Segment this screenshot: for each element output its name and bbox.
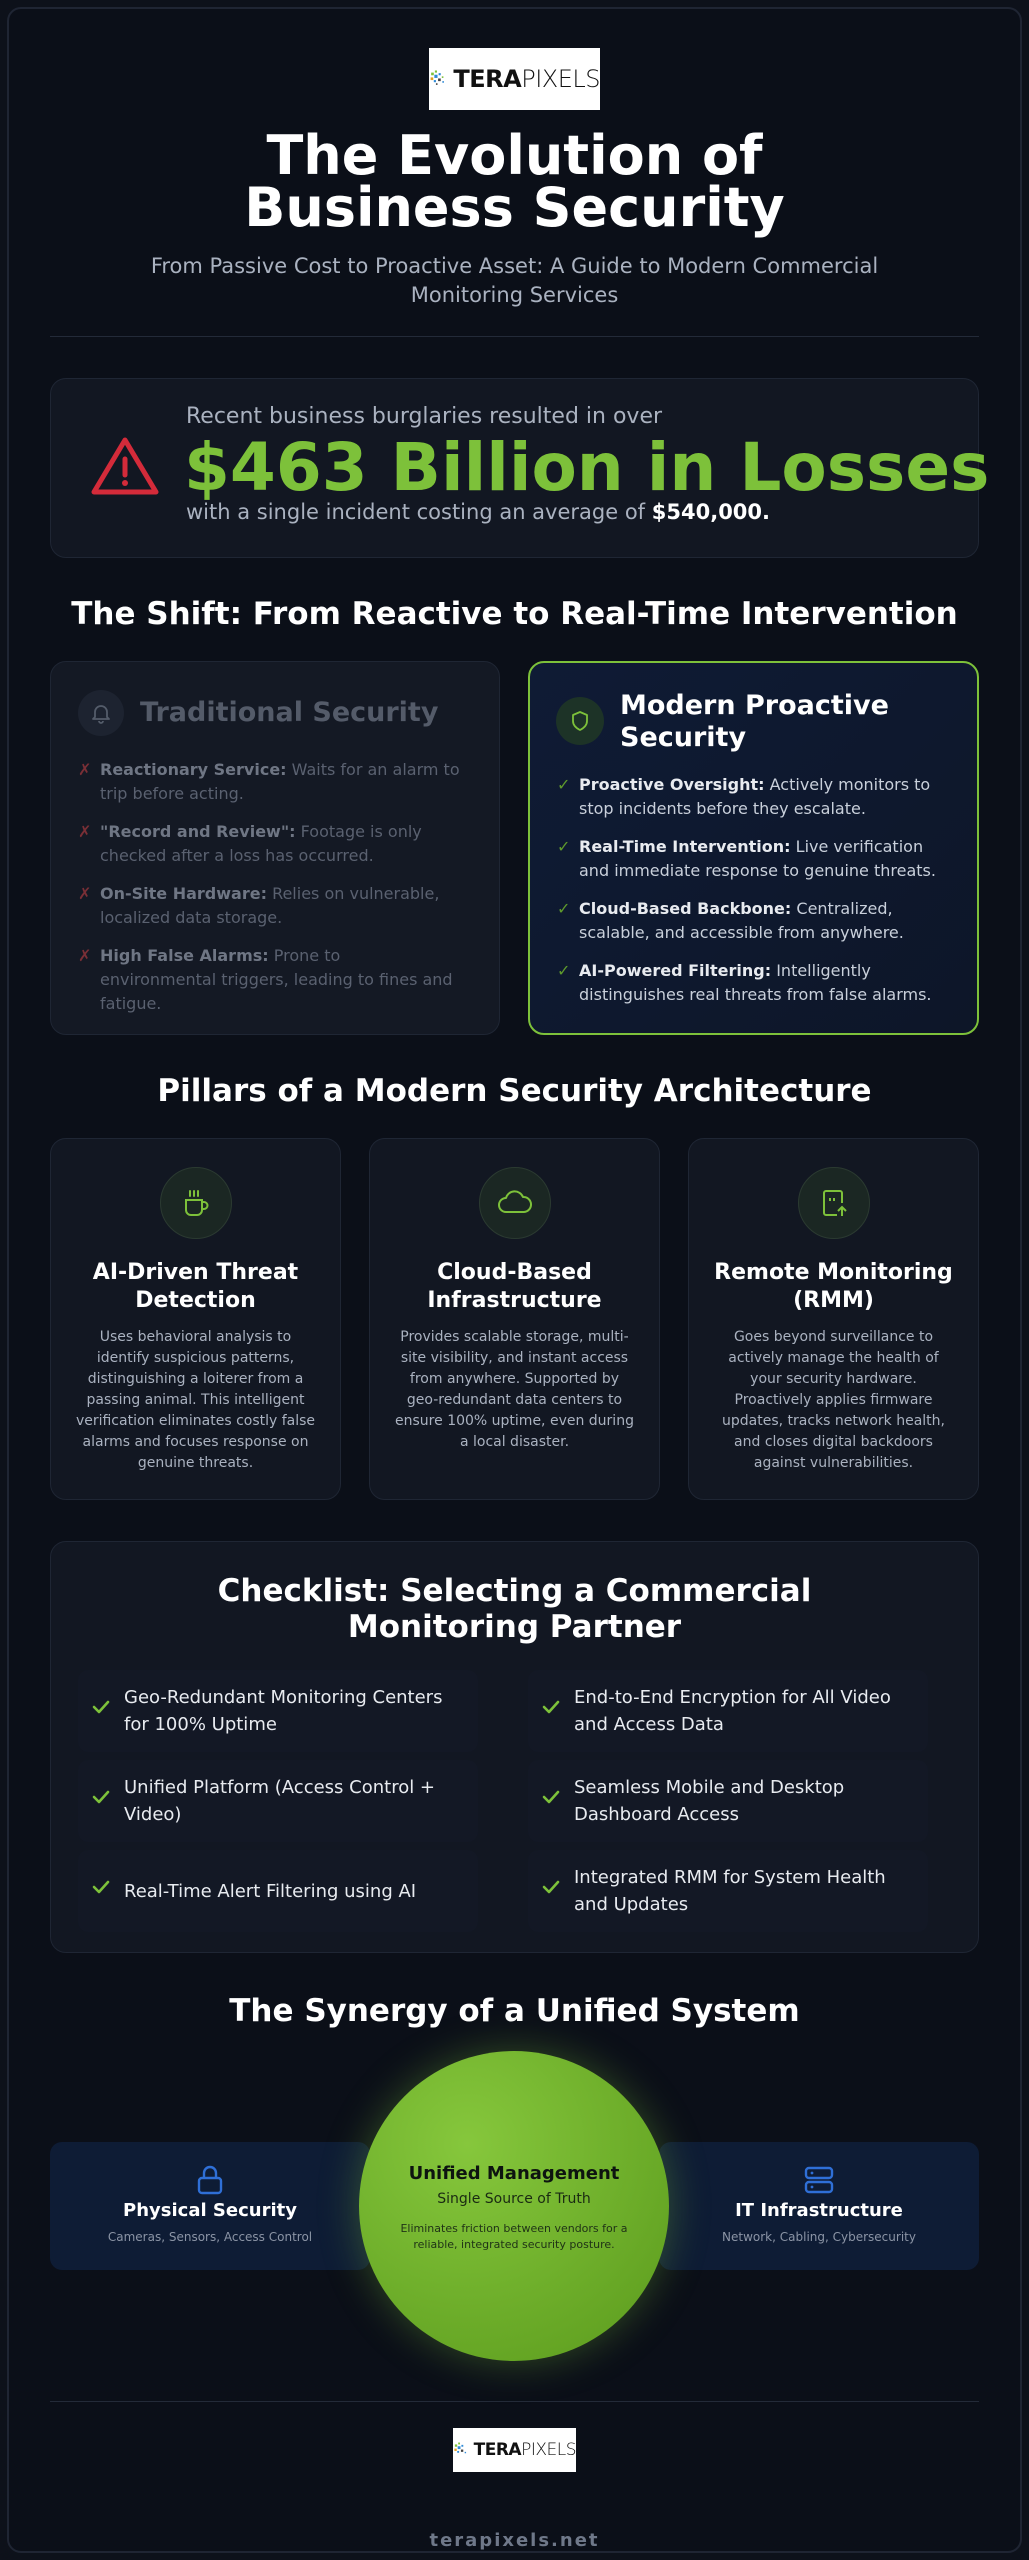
traditional-item-label: Reactionary Service: <box>100 760 287 779</box>
stat-headline: $463 Billion in Losses <box>184 429 990 506</box>
traditional-item <box>78 758 460 808</box>
traditional-item-label: "Record and Review": <box>100 822 296 841</box>
pillars-title: Pillars of a Modern Security Architecture <box>157 1073 872 1109</box>
traditional-item-desc: Footage is only checked after a loss has occurred. <box>100 822 422 865</box>
physical-security-title: Physical Security <box>123 2200 297 2221</box>
check-icon <box>540 1696 562 1718</box>
stat-detail-value: $540,000. <box>651 500 771 524</box>
page-title: The Evolution of Business Security <box>244 124 785 239</box>
checklist-item <box>528 1670 928 1752</box>
check-icon <box>90 1696 112 1718</box>
traditional-item-text <box>100 820 460 868</box>
unified-body: Eliminates friction between vendors for a reliable, integrated security posture. <box>400 2222 628 2251</box>
traditional-mark-icon: ✗ <box>78 884 92 903</box>
pillar-card <box>688 1138 979 1500</box>
modern-item-desc: Actively monitors to stop incidents before they escalate. <box>579 775 931 818</box>
modern-item-label: Proactive Oversight: <box>579 775 765 794</box>
traditional-item-desc: Prone to environmental triggers, leading to fines and fatigue. <box>100 946 453 1013</box>
checklist-item <box>528 1850 928 1932</box>
checklist-item <box>78 1850 478 1932</box>
modern-item-text <box>579 959 957 1007</box>
unified-title: Unified Management <box>408 2163 620 2184</box>
checklist-item-text: Seamless Mobile and Desktop Dashboard Access <box>574 1777 845 1825</box>
modern-item-text <box>579 897 957 945</box>
checklist-item-text: Unified Platform (Access Control + Video) <box>124 1777 436 1825</box>
physical-security-card <box>50 2142 370 2270</box>
modern-item <box>557 959 957 1009</box>
check-icon <box>90 1876 112 1898</box>
header-logo <box>429 48 600 110</box>
it-infrastructure-sub: Network, Cabling, Cybersecurity <box>722 2230 916 2244</box>
warning-triangle-icon <box>90 435 160 497</box>
coffee-cup-icon <box>179 1186 213 1220</box>
footer-url[interactable]: terapixels.net <box>429 2530 600 2551</box>
traditional-mark-icon: ✗ <box>78 946 92 965</box>
traditional-item-text <box>100 882 460 930</box>
remote-upload-icon <box>817 1186 851 1220</box>
checklist-item <box>78 1760 478 1842</box>
checklist-title: Checklist: Selecting a Commercial Monitoring Partner <box>217 1573 812 1645</box>
traditional-item <box>78 944 460 1013</box>
modern-mark-icon: ✓ <box>557 899 571 918</box>
pillar-title: AI-Driven Threat Detection <box>92 1260 299 1313</box>
footer-logo-bold: TERA <box>473 2440 522 2460</box>
pillar-body: Uses behavioral analysis to identify suspicious patterns, distinguishing a loiterer from a passing animal. This intelligent verification eliminates costly false alarms and focuses response on genuine threats. <box>75 1329 316 1471</box>
traditional-item-label: On-Site Hardware: <box>100 884 267 903</box>
pillar-card <box>50 1138 341 1500</box>
header-divider <box>50 336 979 337</box>
modern-title: Modern Proactive Security <box>620 690 889 753</box>
checklist-item-text: Geo-Redundant Monitoring Centers for 100% Uptime <box>124 1687 443 1735</box>
traditional-item <box>78 820 460 870</box>
shield-icon <box>568 709 592 733</box>
modern-item-desc: Live verification and immediate response to genuine threats. <box>579 837 936 880</box>
pillar-icon-circle <box>479 1167 551 1239</box>
synergy-title: The Synergy of a Unified System <box>229 1993 800 2029</box>
modern-item-text <box>579 835 957 883</box>
checklist-item-text: Real-Time Alert Filtering using AI <box>124 1880 417 1902</box>
modern-item <box>557 835 957 885</box>
traditional-mark-icon: ✗ <box>78 822 92 841</box>
check-icon <box>540 1876 562 1898</box>
page-subtitle: From Passive Cost to Proactive Asset: A Guide to Modern Commercial Monitoring Services <box>150 254 879 307</box>
modern-item-desc: Centralized, scalable, and accessible from anywhere. <box>579 899 904 942</box>
footer-logo <box>453 2428 576 2472</box>
traditional-item-desc: Relies on vulnerable, localized data storage. <box>100 884 440 927</box>
checklist-item-text: Integrated RMM for System Health and Updates <box>574 1867 886 1915</box>
modern-item-label: Cloud-Based Backbone: <box>579 899 792 918</box>
traditional-item-desc: Waits for an alarm to trip before acting. <box>100 760 460 803</box>
modern-item <box>557 897 957 947</box>
lock-icon <box>195 2164 225 2196</box>
unified-sub: Single Source of Truth <box>437 2191 591 2207</box>
physical-security-sub: Cameras, Sensors, Access Control <box>107 2230 313 2244</box>
shift-title: The Shift: From Reactive to Real-Time Intervention <box>71 596 958 632</box>
traditional-item-label: High False Alarms: <box>100 946 269 965</box>
traditional-item-text <box>100 944 460 1016</box>
modern-item-label: Real-Time Intervention: <box>579 837 791 856</box>
checklist-item <box>78 1670 478 1752</box>
pillar-title: Cloud-Based Infrastructure <box>427 1260 602 1313</box>
pillar-icon-circle <box>798 1167 870 1239</box>
checklist-item <box>528 1760 928 1842</box>
pillar-title: Remote Monitoring (RMM) <box>714 1260 953 1313</box>
it-infrastructure-card <box>659 2142 979 2270</box>
stat-lead: Recent business burglaries resulted in over <box>186 404 663 429</box>
check-icon <box>90 1786 112 1808</box>
pillar-body: Goes beyond surveillance to actively manage the health of your security hardware. Proactively applies firmware updates, tracks network health, and closes digital backdoors against vulnerabilities. <box>722 1329 945 1471</box>
pillar-card <box>369 1138 660 1500</box>
modern-mark-icon: ✓ <box>557 837 571 856</box>
traditional-item-text <box>100 758 460 806</box>
modern-item <box>557 773 957 823</box>
modern-icon-circle <box>556 697 604 745</box>
stat-detail <box>186 500 770 524</box>
bell-icon <box>89 701 113 725</box>
footer-logo-light: PIXELS <box>521 2440 576 2460</box>
traditional-mark-icon: ✗ <box>78 760 92 779</box>
unified-management-circle <box>359 2051 669 2361</box>
cloud-icon <box>496 1186 534 1220</box>
logo-dots-icon <box>429 59 451 99</box>
modern-item-label: AI-Powered Filtering: <box>579 961 772 980</box>
logo-light: PIXELS <box>521 65 600 93</box>
stat-detail-text: with a single incident costing an average of <box>186 500 646 524</box>
modern-mark-icon: ✓ <box>557 961 571 980</box>
modern-item-text <box>579 773 957 821</box>
pillar-body: Provides scalable storage, multi-site visibility, and instant access from anywhere. Supported by geo-redundant data centers to ensure 100% uptime, even during a local disaster. <box>395 1329 634 1450</box>
it-infrastructure-title: IT Infrastructure <box>735 2200 903 2221</box>
checklist-item-text: End-to-End Encryption for All Video and Access Data <box>574 1687 891 1735</box>
modern-mark-icon: ✓ <box>557 775 571 794</box>
pillar-icon-circle <box>160 1167 232 1239</box>
traditional-icon-circle <box>78 690 124 736</box>
server-icon <box>803 2164 835 2196</box>
footer-logo-dots-icon <box>453 2436 473 2464</box>
traditional-title: Traditional Security <box>140 697 439 728</box>
footer-divider <box>50 2401 979 2402</box>
traditional-item <box>78 882 460 932</box>
check-icon <box>540 1786 562 1808</box>
logo-bold: TERA <box>453 65 522 93</box>
modern-item-desc: Intelligently distinguishes real threats from false alarms. <box>579 961 932 1004</box>
